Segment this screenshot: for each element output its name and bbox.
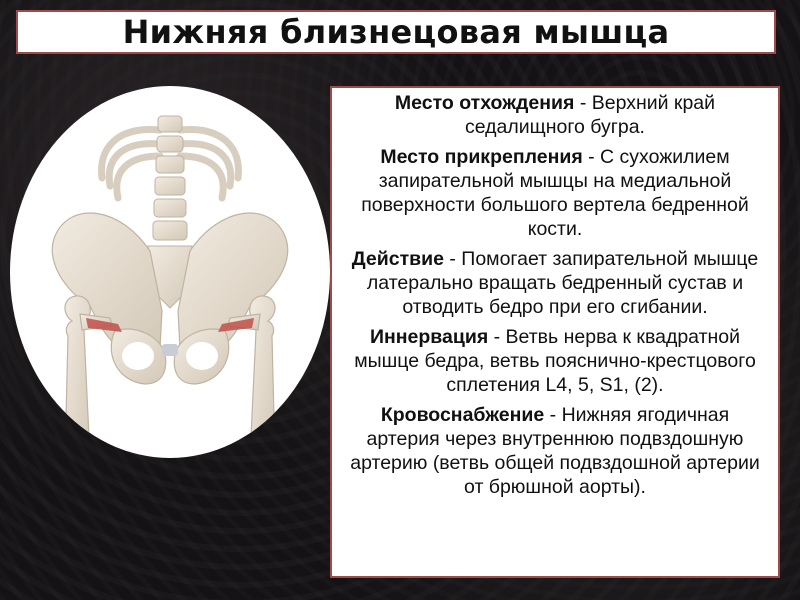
origin-paragraph bbox=[342, 91, 768, 139]
insertion-term: Место прикрепления bbox=[380, 146, 583, 168]
slide-title: Нижняя близнецовая мышца bbox=[122, 13, 670, 51]
origin-term: Место отхождения bbox=[394, 92, 575, 114]
action-paragraph bbox=[342, 247, 768, 319]
origin-text: - Верхний край седалищного бугра. bbox=[465, 92, 716, 138]
description-panel bbox=[330, 86, 780, 578]
blood-supply-text: - Нижняя ягодичная артерия через внутреннюю подвздошную артерию (ветвь общей подвздошной артерии от брюшной аорты). bbox=[350, 404, 760, 498]
blood-supply-paragraph bbox=[342, 403, 768, 499]
innervation-paragraph bbox=[342, 325, 768, 397]
title-bar bbox=[16, 10, 776, 54]
blood-supply-term: Кровоснабжение bbox=[380, 404, 545, 426]
insertion-text: - С сухожилием запирательной мышцы на медиальной поверхности большого вертела бедренной кости. bbox=[361, 146, 749, 240]
illustration-circle bbox=[10, 86, 330, 458]
action-text: - Помогает запирательной мышце латерально вращать бедренный сустав и отводить бедро при его сгибании. bbox=[366, 248, 759, 318]
innervation-text: - Ветвь нерва к квадратной мышце бедра, ветвь пояснично-крестцового сплетения L4, 5, S1, (2). bbox=[354, 326, 756, 396]
action-term: Действие bbox=[351, 248, 444, 270]
pelvis-hip-skeleton-illustration bbox=[10, 86, 330, 458]
insertion-paragraph bbox=[342, 145, 768, 241]
pubic-symphysis bbox=[162, 344, 178, 356]
innervation-term: Иннервация bbox=[369, 326, 489, 348]
